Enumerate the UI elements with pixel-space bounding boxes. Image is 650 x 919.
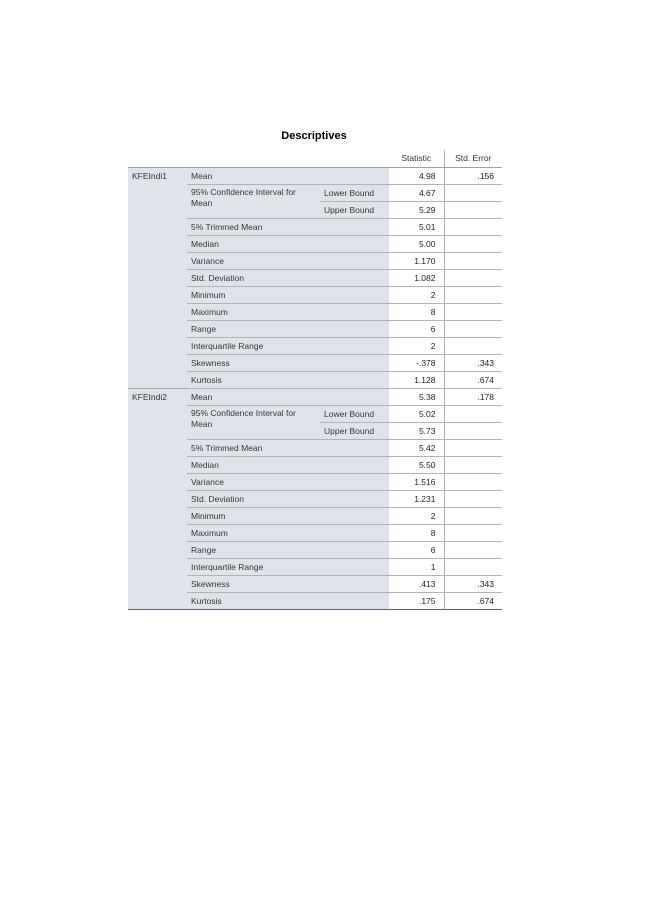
row-label: Median (187, 235, 389, 252)
std-error-cell (444, 541, 502, 558)
row-label: Maximum (187, 303, 389, 320)
std-error-cell (444, 337, 502, 354)
statistic-cell: 5.42 (389, 439, 444, 456)
row-label: Variance (187, 473, 389, 490)
header-blank (128, 150, 187, 167)
std-error-cell (444, 558, 502, 575)
std-error-cell (444, 269, 502, 286)
statistic-cell: 5.38 (389, 388, 444, 405)
statistic-cell: 8 (389, 524, 444, 541)
statistic-cell: 5.00 (389, 235, 444, 252)
row-label: Minimum (187, 286, 389, 303)
statistic-cell: 2 (389, 507, 444, 524)
header-std-error: Std. Error (444, 150, 502, 167)
std-error-cell (444, 320, 502, 337)
statistic-cell: 5.02 (389, 405, 444, 422)
statistic-cell: 5.73 (389, 422, 444, 439)
std-error-cell: .674 (444, 371, 502, 388)
header-row (128, 150, 502, 167)
row-label: Std. Deviation (187, 269, 389, 286)
statistic-cell: 2 (389, 337, 444, 354)
row-label: Mean (187, 388, 389, 405)
std-error-cell (444, 201, 502, 218)
row-label: Median (187, 456, 389, 473)
row-label: Std. Deviation (187, 490, 389, 507)
std-error-cell (444, 490, 502, 507)
std-error-cell (444, 405, 502, 422)
std-error-cell (444, 184, 502, 201)
row-label: Minimum (187, 507, 389, 524)
std-error-cell (444, 507, 502, 524)
statistic-cell: 5.01 (389, 218, 444, 235)
row-label: Kurtosis (187, 592, 389, 609)
row-label: Range (187, 320, 389, 337)
std-error-cell (444, 235, 502, 252)
std-error-cell (444, 303, 502, 320)
row-label: 95% Confidence Interval for Mean (187, 405, 320, 439)
statistic-cell: 1.128 (389, 371, 444, 388)
row-label: Variance (187, 252, 389, 269)
statistic-cell: 8 (389, 303, 444, 320)
std-error-cell (444, 456, 502, 473)
row-label: Mean (187, 167, 389, 184)
std-error-cell: .178 (444, 388, 502, 405)
statistic-cell: .175 (389, 592, 444, 609)
row-sublabel: Lower Bound (320, 405, 389, 422)
row-label: 5% Trimmed Mean (187, 218, 389, 235)
variable-name: KFEIndi2 (128, 388, 187, 609)
statistic-cell: 1.082 (389, 269, 444, 286)
row-label: Maximum (187, 524, 389, 541)
statistic-cell: .413 (389, 575, 444, 592)
header-blank (320, 150, 389, 167)
statistic-cell: 1.516 (389, 473, 444, 490)
row-label: Interquartile Range (187, 337, 389, 354)
std-error-cell: .343 (444, 354, 502, 371)
std-error-cell (444, 439, 502, 456)
statistic-cell: 2 (389, 286, 444, 303)
header-blank (187, 150, 320, 167)
std-error-cell (444, 218, 502, 235)
header-statistic: Statistic (389, 150, 444, 167)
statistic-cell: 5.29 (389, 201, 444, 218)
row-label: 95% Confidence Interval for Mean (187, 184, 320, 218)
row-label: Kurtosis (187, 371, 389, 388)
std-error-cell (444, 422, 502, 439)
std-error-cell (444, 524, 502, 541)
statistic-cell: -.378 (389, 354, 444, 371)
statistic-cell: 4.67 (389, 184, 444, 201)
statistic-cell: 1.170 (389, 252, 444, 269)
table-row (128, 167, 502, 184)
row-sublabel: Upper Bound (320, 201, 389, 218)
std-error-cell (444, 473, 502, 490)
statistic-cell: 4.98 (389, 167, 444, 184)
table-title: Descriptives (281, 130, 347, 142)
row-label: Skewness (187, 575, 389, 592)
variable-group (128, 388, 502, 609)
statistic-cell: 1 (389, 558, 444, 575)
row-sublabel: Lower Bound (320, 184, 389, 201)
statistic-cell: 6 (389, 541, 444, 558)
variable-group (128, 167, 502, 388)
statistic-cell: 5.50 (389, 456, 444, 473)
variable-name: KFEIndi1 (128, 167, 187, 388)
std-error-cell (444, 252, 502, 269)
std-error-cell: .674 (444, 592, 502, 609)
descriptives-table (128, 150, 502, 610)
row-label: Skewness (187, 354, 389, 371)
table-row (128, 388, 502, 405)
std-error-cell: .343 (444, 575, 502, 592)
std-error-cell (444, 286, 502, 303)
row-label: Interquartile Range (187, 558, 389, 575)
row-sublabel: Upper Bound (320, 422, 389, 439)
std-error-cell: .156 (444, 167, 502, 184)
statistic-cell: 1.231 (389, 490, 444, 507)
row-label: Range (187, 541, 389, 558)
statistic-cell: 6 (389, 320, 444, 337)
row-label: 5% Trimmed Mean (187, 439, 389, 456)
